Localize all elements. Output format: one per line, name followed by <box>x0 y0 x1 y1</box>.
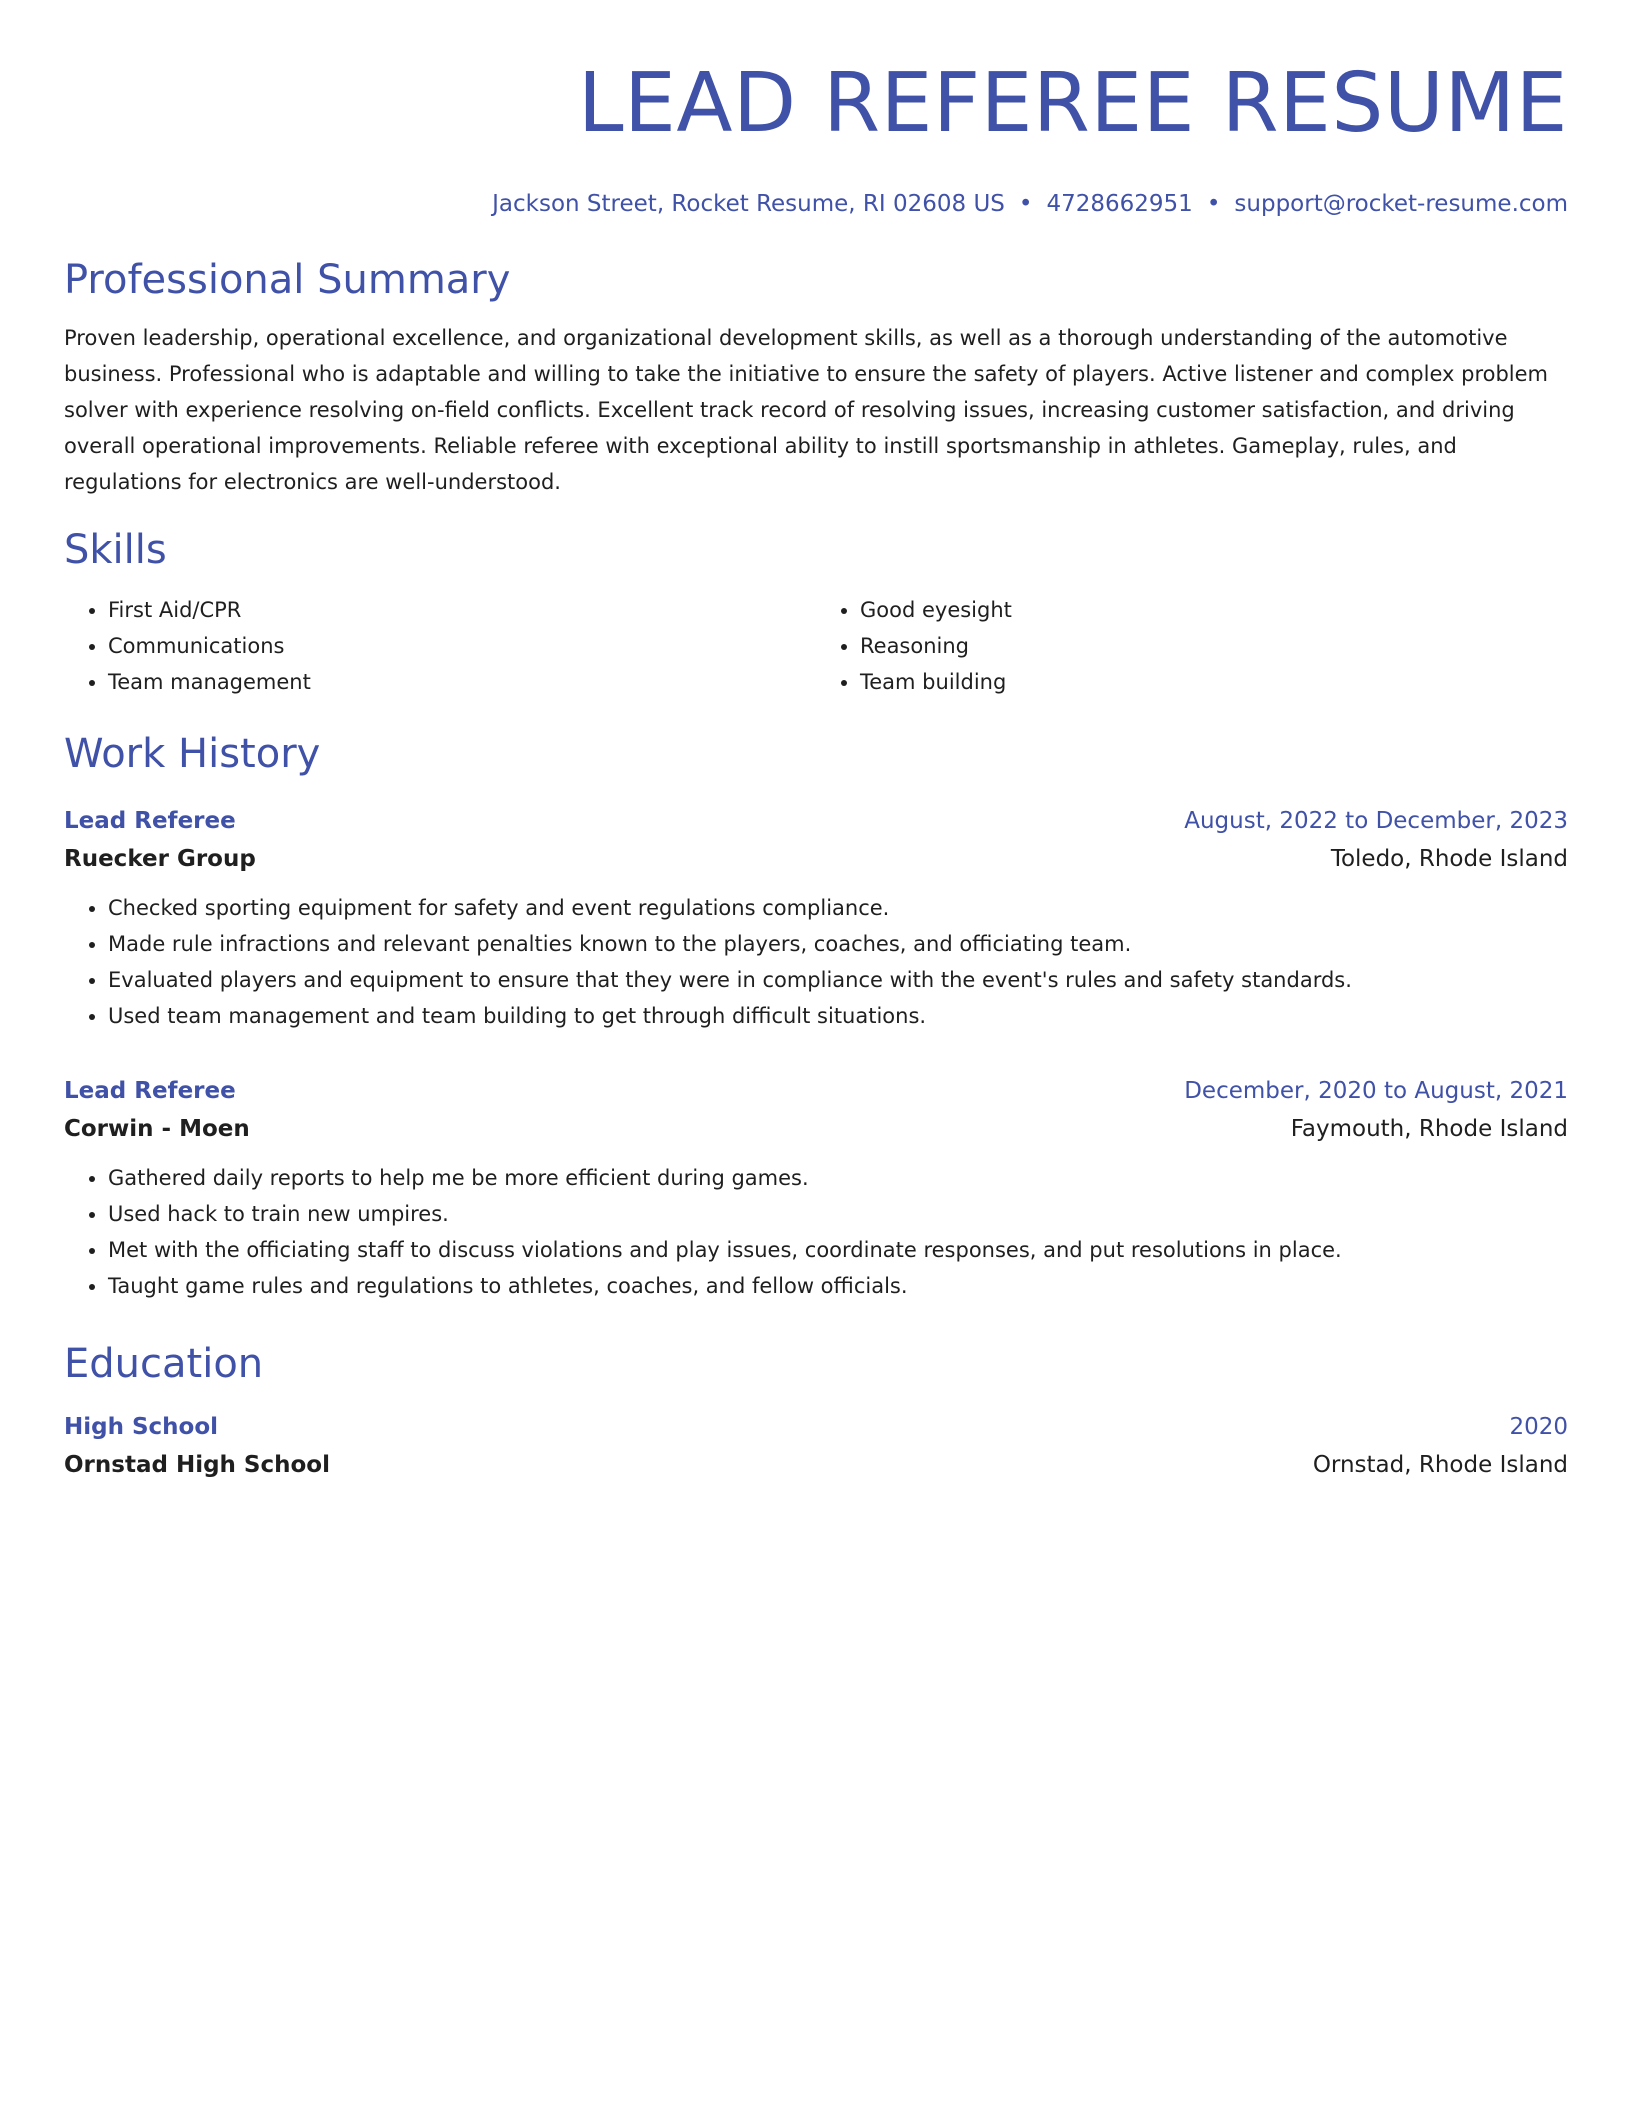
job-title: Lead Referee <box>64 808 236 834</box>
job-company: Corwin - Moen <box>64 1116 250 1142</box>
job-company-row <box>64 838 1568 876</box>
job-bullet: • Met with the officiating staff to discuss violations and play issues, coordinate responses, and put resolutions in place. <box>108 1232 1568 1268</box>
education-year: 2020 <box>1509 1414 1568 1440</box>
skill-item: • Communications <box>108 628 816 664</box>
section-heading-summary: Professional Summary <box>64 257 511 303</box>
contact-separator: • <box>1018 191 1033 217</box>
job-bullet: • Gathered daily reports to help me be more efficient during games. <box>108 1160 1568 1196</box>
job-title: Lead Referee <box>64 1078 236 1104</box>
section-heading-education: Education <box>64 1341 264 1387</box>
job-bullet: • Used team management and team building to get through difficult situations. <box>108 998 1568 1034</box>
job-bullet: • Taught game rules and regulations to athletes, coaches, and fellow officials. <box>108 1268 1568 1304</box>
job-bullet: • Made rule infractions and relevant penalties known to the players, coaches, and officiating team. <box>108 926 1568 962</box>
job-entry <box>64 804 1568 1034</box>
education-degree: High School <box>64 1414 219 1440</box>
contact-separator: • <box>1206 191 1221 217</box>
resume-title: LEAD REFEREE RESUME <box>577 56 1568 151</box>
job-bullet: • Used hack to train new umpires. <box>108 1196 1568 1232</box>
summary-text: Proven leadership, operational excellence, and organizational development skills, as well as a thorough understanding of the automotive business. Professional who is adaptable and willing to take the initiative to ensure the safety of players. Active listener and complex problem solver with experience resolving on-field conflicts. Excellent track record of resolving issues, increasing customer satisfaction, and driving overall operational improvements. Reliable referee with exceptional ability to instill sportsmanship in athletes. Gameplay, rules, and regulations for electronics are well-understood. <box>64 326 1549 494</box>
job-company-row <box>64 1108 1568 1146</box>
skill-item: • Good eyesight <box>860 592 1568 628</box>
skill-item: • Team building <box>860 664 1568 700</box>
professional-summary-section <box>64 256 1568 500</box>
job-company: Ruecker Group <box>64 846 256 872</box>
job-dates: August, 2022 to December, 2023 <box>1184 808 1568 834</box>
job-bullets <box>64 890 1568 1034</box>
section-heading-skills: Skills <box>64 527 167 573</box>
skills-grid <box>64 592 1568 700</box>
contact-line <box>64 188 1568 220</box>
skill-item: • Team management <box>108 664 816 700</box>
education-school: Ornstad High School <box>64 1452 330 1478</box>
job-entry <box>64 1074 1568 1304</box>
contact-phone: 4728662951 <box>1046 191 1193 217</box>
job-bullet: • Checked sporting equipment for safety and event regulations compliance. <box>108 890 1568 926</box>
education-school-row <box>64 1444 1568 1482</box>
education-degree-row <box>64 1410 1568 1444</box>
contact-address: Jackson Street, Rocket Resume, RI 02608 US <box>492 191 1005 217</box>
job-dates: December, 2020 to August, 2021 <box>1184 1078 1568 1104</box>
job-title-row <box>64 804 1568 838</box>
job-location: Faymouth, Rhode Island <box>1290 1116 1568 1142</box>
skill-item: • Reasoning <box>860 628 1568 664</box>
education-location: Ornstad, Rhode Island <box>1312 1452 1568 1478</box>
skills-section <box>64 526 1568 700</box>
job-title-row <box>64 1074 1568 1108</box>
job-bullet: • Evaluated players and equipment to ensure that they were in compliance with the event's rules and safety standards. <box>108 962 1568 998</box>
skill-item: • First Aid/CPR <box>108 592 816 628</box>
skills-column-left <box>64 592 816 700</box>
education-section <box>64 1340 1568 1482</box>
skills-column-right <box>816 592 1568 700</box>
section-heading-work-history: Work History <box>64 731 321 777</box>
work-history-section <box>64 730 1568 1304</box>
contact-email: support@rocket-resume.com <box>1234 191 1568 217</box>
job-bullets <box>64 1160 1568 1304</box>
education-entry <box>64 1410 1568 1482</box>
job-location: Toledo, Rhode Island <box>1330 846 1568 872</box>
